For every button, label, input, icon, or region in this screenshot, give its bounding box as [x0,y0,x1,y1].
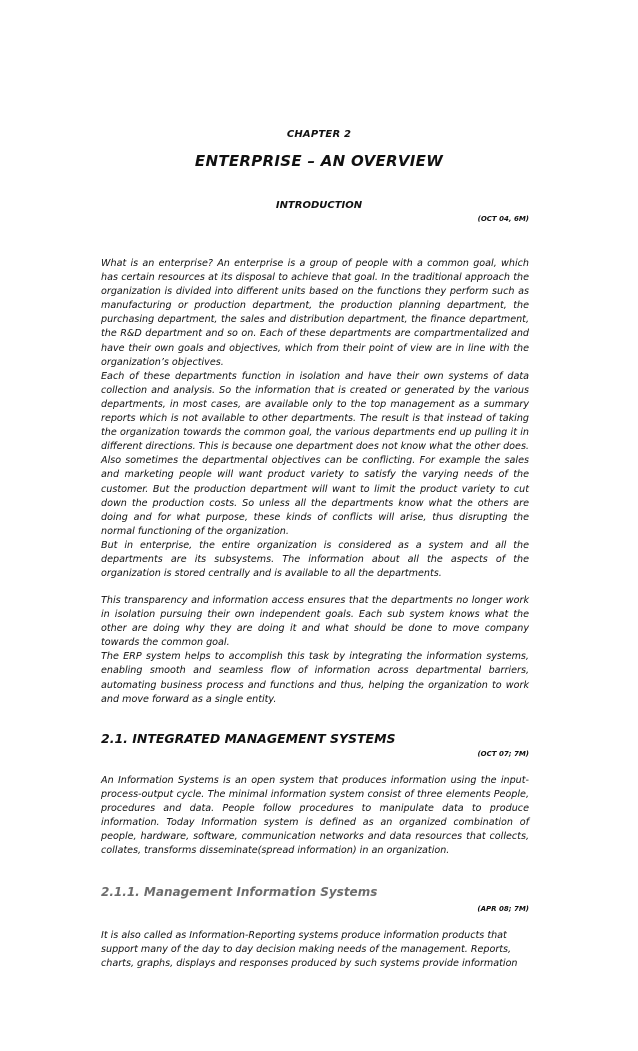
introduction-heading: INTRODUCTION [275,200,363,211]
introduction-body [101,257,529,581]
paragraph: An Information Systems is an open system that produces information using the input-process-output cycle. The minimal information system consist of three elements People, procedures and data. People follow procedures to manipulate data to produce information. Today Information system is defined as an organized combination of people, hardware, software, communication networks and data resources that collects, collates, transforms disseminate(spread information) in an organization. [101,775,529,857]
section-2-1-1-body [101,929,529,971]
text-line: It is also called as Information-Reporting systems produce information products that [101,930,507,941]
section-heading-integrated-management-systems: 2.1. INTEGRATED MANAGEMENT SYSTEMS [101,731,396,746]
paragraph: But in enterprise, the entire organization is considered as a system and all the departments are its subsystems. The information about all the aspects of the organization is stored centrally and is available to all the departments. [101,539,529,580]
introduction-exam-reference: (OCT 04, 6M) [477,215,529,223]
paragraph: Each of these departments function in isolation and have their own systems of data collection and analysis. So the information that is created or generated by the various departments, in most cases, are available only to the top management as a summary reports which is not available to other departments. The result is that instead of taking the organization towards the common goal, the various departments end up pulling it in different directions. This is because one department does not know what the other does. Also sometimes the departmental objectives can be conflicting. For example the sales and marketing people will want product variety to satisfy the varying needs of the customer. But the production department will want to limit the product variety to cut down the production costs. So unless all the departments know what the others are doing and for what purpose, these kinds of conflicts will arise, thus disrupting the normal functioning of the organization. [101,370,529,537]
section-2-1-body [101,774,529,859]
section-heading-management-information-systems: 2.1.1. Management Information Systems [101,885,378,899]
paragraph: What is an enterprise? An enterprise is a group of people with a common goal, which has certain resources at its disposal to achieve that goal. In the traditional approach the organization is divided into different units based on the functions they perform such as manufacturing or production department, the production planning department, the purchasing department, the sales and distribution department, the finance department, the R&D department and so on. Each of these departments are compartmentalized and have their own goals and objectives, which from their point of view are in line with the organization’s objectives. [101,258,529,368]
paragraph: This transparency and information access ensures that the departments no longer work in isolation pursuing their own independent goals. Each sub system knows what the other are doing why they are doing it and what should be done to move company towards the common goal. [101,595,529,649]
paragraph: The ERP system helps to accomplish this task by integrating the information systems, enabling smooth and seamless flow of information across departmental barriers, automating business process and functions and thus, helping the organization to work and move forward as a single entity. [101,651,529,705]
chapter-title: ENTERPRISE – AN OVERVIEW [194,152,444,170]
text-line: charts, graphs, displays and responses produced by such systems provide information [101,958,518,970]
introduction-body-continued [101,594,529,707]
chapter-label: CHAPTER 2 [286,129,352,140]
text-line: support many of the day to day decision making needs of the management. Reports, [101,944,512,956]
section-2-1-1-exam-reference: (APR 08; 7M) [477,905,529,913]
section-2-1-exam-reference: (OCT 07; 7M) [477,750,529,758]
